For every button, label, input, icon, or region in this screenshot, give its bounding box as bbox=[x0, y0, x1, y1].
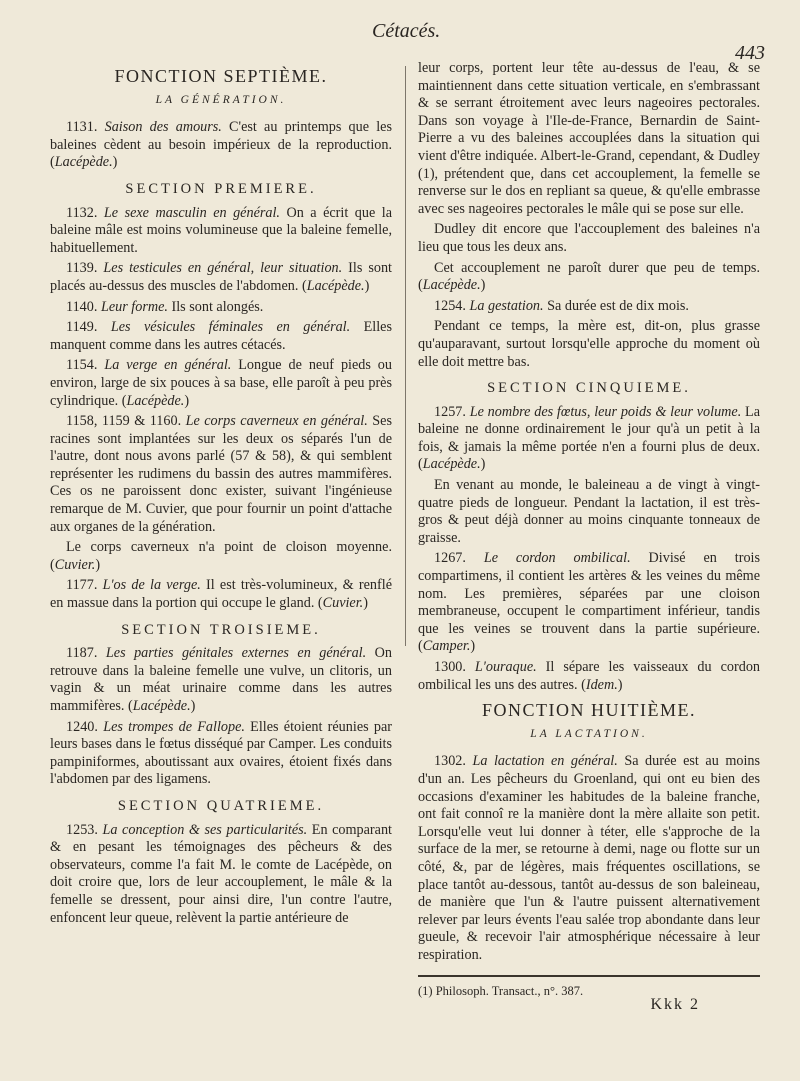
function-title: FONCTION HUITIÈME. bbox=[482, 700, 696, 721]
paragraph-title: La verge en général. bbox=[104, 357, 232, 374]
paragraph-number: 1302. bbox=[434, 753, 473, 770]
paragraph-text: ) bbox=[112, 154, 118, 171]
citation: Lacépède. bbox=[54, 154, 113, 171]
paragraph-text: ) bbox=[470, 638, 476, 655]
paragraph-text: Divisé en trois compartimens, il contient les artères & les veines du même nom. Les premières, séparées par une cloison membraneuse, occupent le compartiment inférieur, tandis que les veines se trouvent dans la partie supérieure. ( bbox=[418, 550, 761, 655]
paragraph-title: Les testicules en général, leur situation. bbox=[103, 260, 343, 277]
paragraph bbox=[50, 645, 392, 715]
section-heading: SECTION PREMIERE. bbox=[125, 180, 317, 197]
paragraph-number: 1187. bbox=[66, 645, 106, 662]
paragraph-title: Les vésicules féminales en général. bbox=[110, 319, 351, 336]
paragraph-text: ) bbox=[480, 277, 486, 294]
paragraph-title: Le corps caverneux en général. bbox=[185, 413, 368, 430]
paragraph-number: 1132. bbox=[66, 204, 104, 221]
paragraph-title: Saison des amours. bbox=[104, 119, 222, 136]
paragraph-title: L'ouraque. bbox=[474, 659, 537, 675]
paragraph-title: Le cordon ombilical. bbox=[483, 550, 631, 567]
paragraph bbox=[50, 119, 392, 172]
paragraph-text: Dudley dit encore que l'accouplement des baleines n'a lieu que tous les deux ans. bbox=[418, 221, 760, 255]
paragraph bbox=[418, 260, 760, 295]
paragraph-title: Les parties génitales externes en général. bbox=[105, 645, 367, 662]
paragraph bbox=[418, 221, 760, 256]
paragraph-text: Elles manquent comme dans les autres cétacés. bbox=[50, 319, 392, 353]
paragraph-title: La conception & ses particularités. bbox=[102, 821, 308, 838]
paragraph-number: 1300. bbox=[434, 659, 475, 675]
page-number: 443 bbox=[735, 42, 765, 64]
paragraph-number: 1131. bbox=[66, 119, 105, 136]
paragraph-text: Ils sont placés au-dessus des muscles de l'abdomen. ( bbox=[50, 260, 393, 294]
section-heading: SECTION TROISIEME. bbox=[121, 621, 321, 638]
paragraph-number: 1140. bbox=[66, 298, 101, 315]
paragraph-text: Il est très-volumineux, & renflé en massue dans la portion qui occupe le gland. ( bbox=[50, 577, 392, 612]
paragraph-title: L'os de la verge. bbox=[102, 577, 201, 594]
paragraph-number: 1154. bbox=[66, 357, 105, 374]
paragraph-text: Elles étoient réunies par leurs bases dans le fœtus disséqué par Camper. Les conduits pampiniformes, aboutissant aux ovaires, étoient fixés dans l'abdomen par des ligamens. bbox=[50, 718, 393, 788]
paragraph-text: Ils sont alongés. bbox=[167, 298, 264, 315]
paragraph-number: 1257. bbox=[434, 403, 470, 420]
paragraph-text: ) bbox=[364, 277, 370, 294]
paragraph-text: En comparant & en pesant les témoignages des pêcheurs & des observateurs, comme l'a fait M. le comte de Lacépède, on doit croire que, lors de leur accouplement, le mâle & la femelle se dressent, pour ainsi dire, l'un contre l'autre, enfoncent leur queue, relèvent la partie antérieure de bbox=[50, 821, 392, 926]
footnote: (1) Philosoph. Transact., n°. 387. bbox=[418, 983, 584, 998]
paragraph bbox=[50, 260, 392, 295]
citation: Cuvier. bbox=[322, 595, 364, 612]
right-column bbox=[418, 60, 760, 1014]
citation: Lacépède. bbox=[306, 277, 365, 294]
paragraph-text: leur corps, portent leur tête au-dessus de l'eau, & se maintiennent dans cette situation verticale, en s'embrassant & se serrant étroitement avec leurs nageoires pectorales. Dans son voyage à l'Ile-de-France, Bernardin de Saint-Pierre a vu des baleines accouplées dans la situation qui vient d'être indiquée. Albert-le-Grand, cependant, & Dudley (1), prétendent que, dans cet accouplement, la femelle se renverse sur le dos en repliant sa queue, & qu'elle embrasse avec ses nageoires pectorales le mâle qui se pose sur elle. bbox=[418, 60, 760, 217]
function-subtitle: LA GÉNÉRATION. bbox=[155, 93, 287, 106]
paragraph-text: Cet accouplement ne paroît durer que peu de temps. ( bbox=[418, 259, 760, 294]
section-heading: SECTION CINQUIEME. bbox=[487, 380, 691, 397]
paragraph-text: La baleine ne donne ordinairement le jour qu'à un petit à la fois, & jamais la même portée n'en a fourni plus de deux. ( bbox=[418, 403, 761, 473]
citation: Lacépède. bbox=[422, 277, 481, 294]
citation: Lacépède. bbox=[132, 698, 191, 714]
paragraph-title: Leur forme. bbox=[100, 298, 168, 315]
paragraph-text: Le corps caverneux n'a point de cloison moyenne. ( bbox=[50, 539, 392, 573]
paragraph-text: Pendant ce temps, la mère est, dit-on, plus grasse qu'auparavant, surtout lorsqu'elle approche du moment où elle doit mettre bas. bbox=[418, 318, 760, 370]
running-head-title: Cétacés. bbox=[372, 20, 441, 42]
citation: Lacépède. bbox=[422, 456, 481, 473]
paragraph bbox=[418, 60, 760, 218]
paragraph-number: 1177. bbox=[66, 577, 103, 594]
paragraph-text: C'est au printemps que les baleines cèdent au besoin impérieux de la reproduction. ( bbox=[50, 119, 392, 171]
paragraph-text: ) bbox=[617, 676, 623, 693]
paragraph-text: Ses racines sont implantées sur les deux os séparés l'un de l'autre, dont nous avons parlé (57 & 58), & qui semblent représenter les rudimens du bassin des autres mammifères. Ces os ne paroissent donc exister, suivant l'ingénieuse remarque de M. Cuvier, que pour fournir un point d'attache aux organes de la génération. bbox=[50, 413, 392, 535]
paragraph-text: ) bbox=[363, 595, 368, 612]
paragraph bbox=[50, 539, 392, 574]
paragraph bbox=[50, 357, 392, 410]
paragraph-number: 1149. bbox=[66, 319, 111, 336]
paragraph-number: 1158, 1159 & 1160. bbox=[66, 413, 186, 430]
paragraph-title: Les trompes de Fallope. bbox=[103, 718, 245, 735]
paragraph-text: ) bbox=[95, 556, 101, 573]
paragraph-text: ) bbox=[184, 392, 190, 409]
paragraph bbox=[418, 318, 760, 371]
paragraph-text: Sa durée est de dix mois. bbox=[543, 297, 689, 314]
paragraph-title: La gestation. bbox=[469, 297, 544, 314]
paragraph-number: 1139. bbox=[66, 260, 104, 277]
paragraph bbox=[418, 477, 760, 547]
paragraph-number: 1254. bbox=[434, 297, 470, 314]
paragraph-text: En venant au monde, le baleineau a de vingt à vingt-quatre pieds de longueur. Pendant la lactation, il est très-gros & peut déjà donner au moins cinquante tonneaux de graisse. bbox=[418, 477, 760, 546]
paragraph bbox=[418, 298, 760, 316]
paragraph bbox=[418, 659, 760, 694]
paragraph-text: On a écrit que la baleine mâle est moins volumineuse que la baleine femelle, habituellement. bbox=[50, 204, 392, 256]
footnote-rule bbox=[418, 975, 760, 977]
paragraph-text: ) bbox=[480, 456, 486, 473]
paragraph-title: Le sexe masculin en général. bbox=[103, 204, 280, 221]
paragraph bbox=[418, 404, 760, 474]
paragraph bbox=[50, 719, 392, 789]
paragraph bbox=[50, 205, 392, 258]
citation: Idem. bbox=[585, 676, 618, 693]
paragraph bbox=[418, 753, 760, 964]
citation: Camper. bbox=[422, 638, 471, 655]
paragraph bbox=[50, 413, 392, 536]
paragraph bbox=[50, 577, 392, 612]
citation: Cuvier. bbox=[54, 556, 96, 573]
paragraph-number: 1267. bbox=[434, 550, 484, 567]
paragraph-text: Il sépare les vaisseaux du cordon ombilical les uns des autres. ( bbox=[418, 659, 761, 693]
paragraph-text: Longue de neuf pieds ou environ, large de six pouces à sa base, elle paroît à peu près cylindrique. ( bbox=[50, 357, 392, 409]
section-heading: SECTION QUATRIEME. bbox=[117, 797, 325, 814]
paragraph bbox=[50, 299, 392, 317]
column-rule bbox=[405, 66, 406, 646]
citation: Lacépède. bbox=[126, 392, 185, 409]
paragraph-title: La lactation en général. bbox=[472, 753, 618, 770]
paragraph bbox=[418, 550, 760, 656]
paragraph-number: 1240. bbox=[66, 718, 104, 735]
paragraph-text: On retrouve dans la baleine femelle une vulve, un clitoris, un vagin & un méat urinaire comme dans les autres mammifères. ( bbox=[50, 645, 392, 714]
left-column bbox=[50, 60, 392, 930]
paragraph-text: ) bbox=[190, 698, 196, 714]
paragraph-title: Le nombre des fœtus, leur poids & leur volume. bbox=[469, 403, 742, 420]
paragraph bbox=[50, 822, 392, 928]
paragraph-number: 1253. bbox=[66, 821, 103, 838]
paragraph bbox=[50, 319, 392, 354]
signature-mark: Kkk 2 bbox=[650, 996, 700, 1014]
paragraph-text: Sa durée est au moins d'un an. Les pêcheurs du Groenland, qui ont eu bien des occasions d'examiner les habitudes de la baleine franche, ont fait connoî re la manière dont la mère allaite son petit. Lorsqu'elle veut lui donner à téter, elle s'approche de la surface de la mer, se retourne à demi, nage ou flotte sur un côté, &, par de légères, mais fréquentes oscillations, se place tantôt au-dessous, tantôt au-dessus de son baleineau, de manière que l'un & l'autre puissent alternativement relever par leurs évents l'eau salée trop abondante dans leur gueule, & recevoir l'air atmosphérique nécessaire à leur respiration. bbox=[418, 753, 761, 963]
function-title: FONCTION SEPTIÈME. bbox=[114, 66, 328, 86]
function-subtitle: LA LACTATION. bbox=[530, 727, 648, 740]
